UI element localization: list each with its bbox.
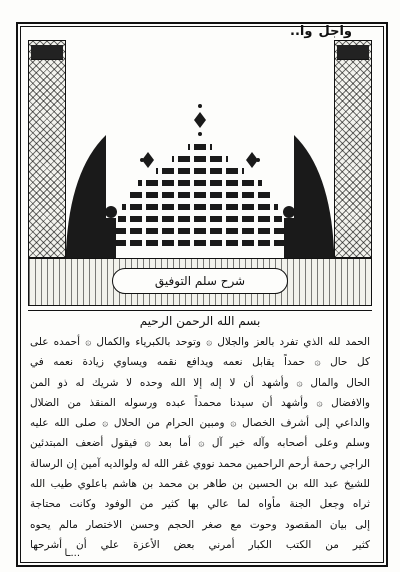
text-line: الحمد لله الذي تفرد بالعز والجلال ۞ وتوحد بالكبرياء والكمال ۞ أحمده على — [30, 336, 370, 348]
text-line: كثير من الكتب الكبار أمرني بعض الأعزة علي أن أشرحها — [30, 538, 370, 551]
title-cartouche — [112, 268, 288, 294]
text-line: للشيخ عبد الله بن الحسين بن طاهر بن محمد بن هاشم باعلوي طيب الله — [30, 478, 370, 491]
text-line: الحال والمال ۞ وأشهد أن لا إله إلا الله وحده لا شريك له ذو المن — [30, 376, 370, 389]
ornamental-arch — [66, 40, 334, 258]
column-capital — [31, 45, 63, 60]
book-title: شرح سلم التوفيق — [154, 274, 246, 288]
arch-ornament-drawing — [66, 40, 334, 258]
corner-catchword-left: وا.. — [290, 24, 313, 39]
basmala-heading: بسم الله الرحمن الرحيم — [139, 314, 261, 328]
text-line: والداعي إلى أشرف الخصال ۞ ومبين الحرام من الحلال ۞ صلى الله عليه — [30, 417, 370, 430]
text-line: الراجي رحمة أرحم الراحمين محمد نووي غفر الله له ولوالديه آمين إن الرسالة — [30, 457, 370, 470]
footer-catchword: ...ـا — [64, 548, 80, 559]
ornamental-column-right — [334, 40, 372, 258]
ornamental-column-left — [28, 40, 66, 258]
corner-catchword-right: واجل — [318, 24, 352, 39]
text-line: كل حال ۞ حمداً يقابل نعمه ويدافع نقمه ويساوي زيادة نعمه في — [30, 356, 370, 369]
column-capital — [337, 45, 369, 60]
text-line: والافضال ۞ وأشهد أن سيدنا محمداً عبده ورسوله المنقذ من الضلال — [30, 396, 370, 409]
text-line: إلى بيان المقصود وحوت مع صغر الحجم وحسن الاختصار مالم يحوه — [30, 518, 370, 531]
text-line: وسلم وعلى أصحابه وآله خير آل ۞ أما بعد ۞ فيقول أضعف المبتدئين — [30, 437, 370, 450]
text-line: ثراه وجعل الجنة مأواه لما عالي بها كثير من الوفود وكانت محتاجة — [30, 498, 370, 511]
body-text — [30, 332, 370, 555]
divider-rule — [28, 310, 372, 311]
